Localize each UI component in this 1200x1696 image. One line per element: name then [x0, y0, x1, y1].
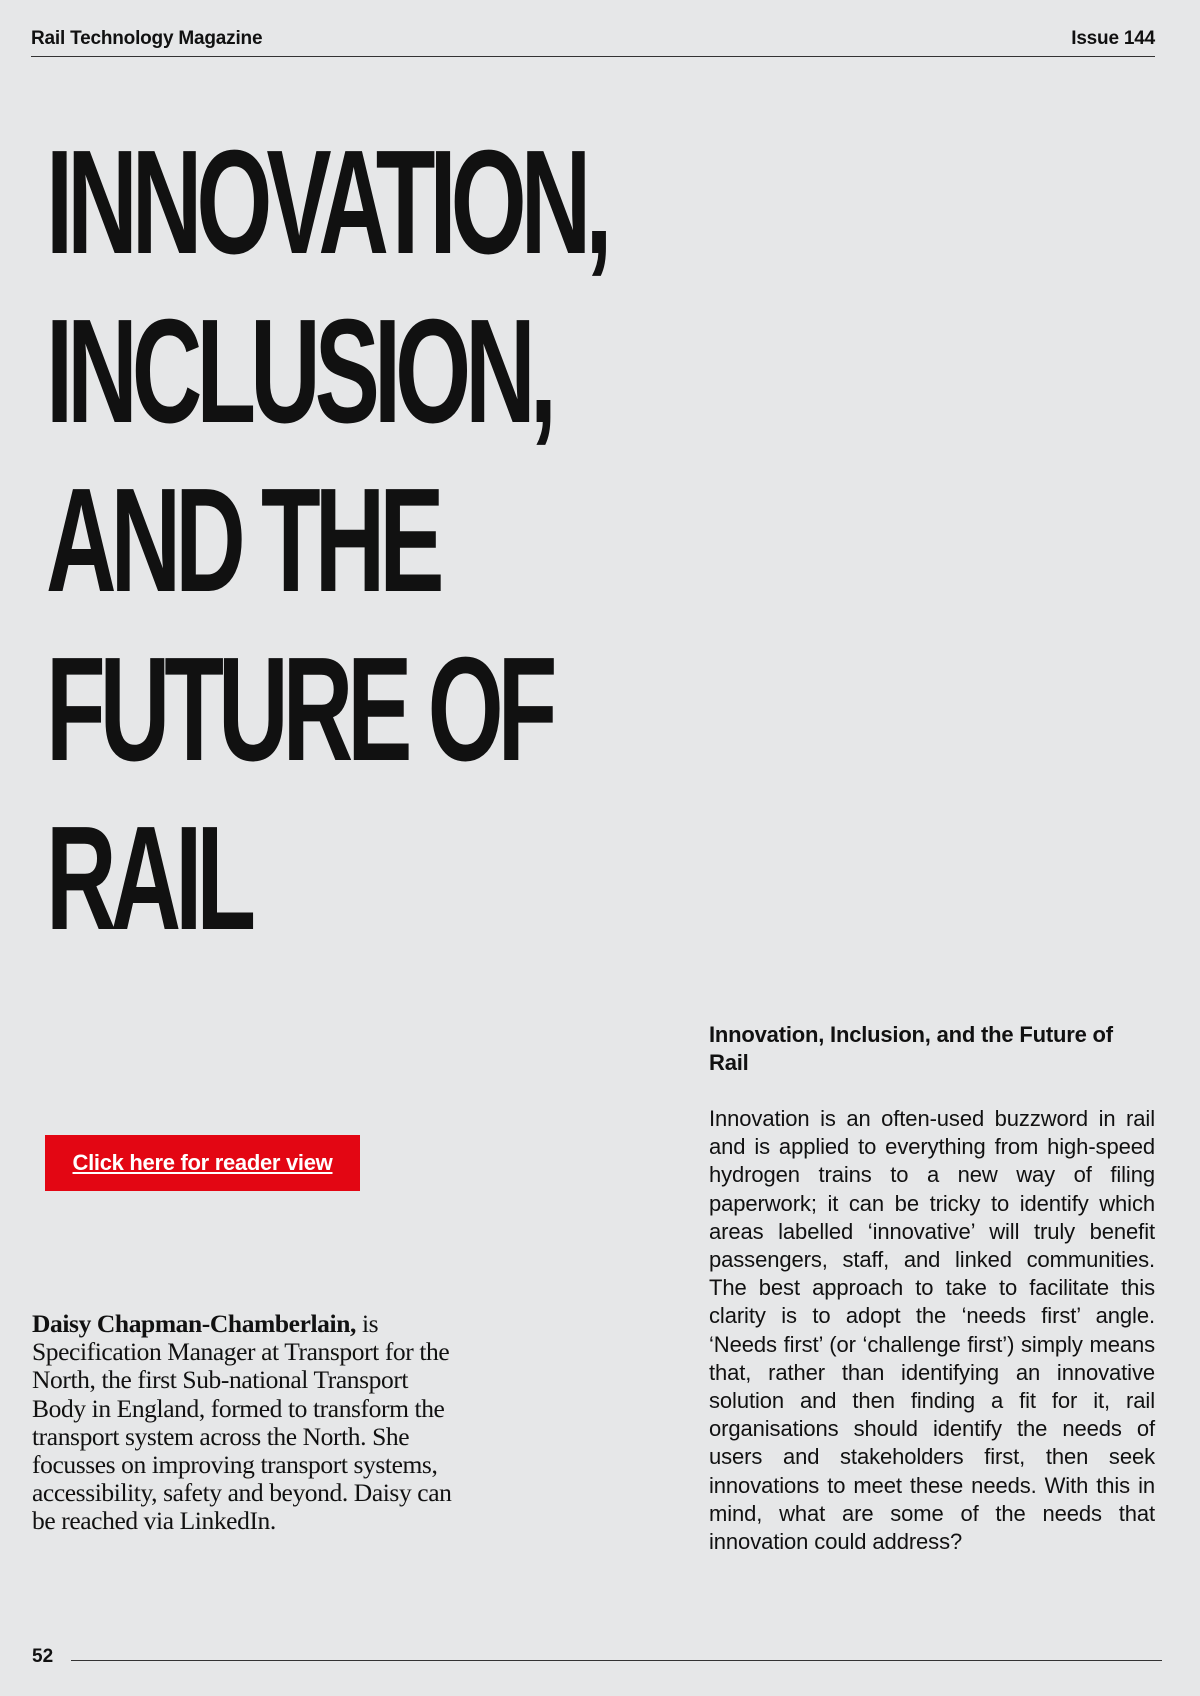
page-footer — [32, 1645, 1162, 1669]
page-header — [31, 28, 1155, 57]
article-column — [709, 1021, 1155, 1556]
headline-line-3: AND THE — [46, 458, 439, 623]
publication-name: Rail Technology Magazine — [31, 28, 263, 49]
article-body: Innovation is an often-used buzzword in rail and is applied to everything from high-speed hydrogen trains to a new way of filing paperwork; it can be tricky to identify which areas labelled ‘innovative’ will truly benefit passengers, staff, and linked communities. The best approach to take to facilitate this clarity is to adopt the ‘needs first’ angle. ‘Needs first’ (or ‘challenge first’) simply means that, rather than identifying an innovative solution and then finding a fit for it, rail organisations should identify the needs of users and stakeholders first, then seek innovations to meet these needs. With this in mind, what are some of the needs that innovation could address? — [709, 1106, 1155, 1555]
author-name: Daisy Chapman-Chamberlain, — [32, 1309, 356, 1338]
issue-number: Issue 144 — [1071, 28, 1155, 49]
headline-line-5: RAIL — [46, 796, 251, 961]
headline-line-1: INNOVATION, — [46, 120, 607, 285]
article-title: Innovation, Inclusion, and the Future of Rail — [709, 1022, 1113, 1075]
headline — [46, 118, 686, 963]
author-bio-text: is Specification Manager at Transport for the North, the first Sub-national Transport Body in England, formed to transform the transport system across the North. She focusses on improving transport systems, accessibility, safety and beyond. Daisy can be reached via LinkedIn. — [32, 1309, 452, 1536]
page-number: 52 — [32, 1646, 54, 1667]
footer-rule — [71, 1660, 1162, 1661]
headline-line-4: FUTURE OF — [46, 627, 552, 792]
author-bio — [32, 1310, 462, 1536]
reader-view-button[interactable]: Click here for reader view — [45, 1135, 360, 1191]
headline-line-2: INCLUSION, — [46, 289, 551, 454]
